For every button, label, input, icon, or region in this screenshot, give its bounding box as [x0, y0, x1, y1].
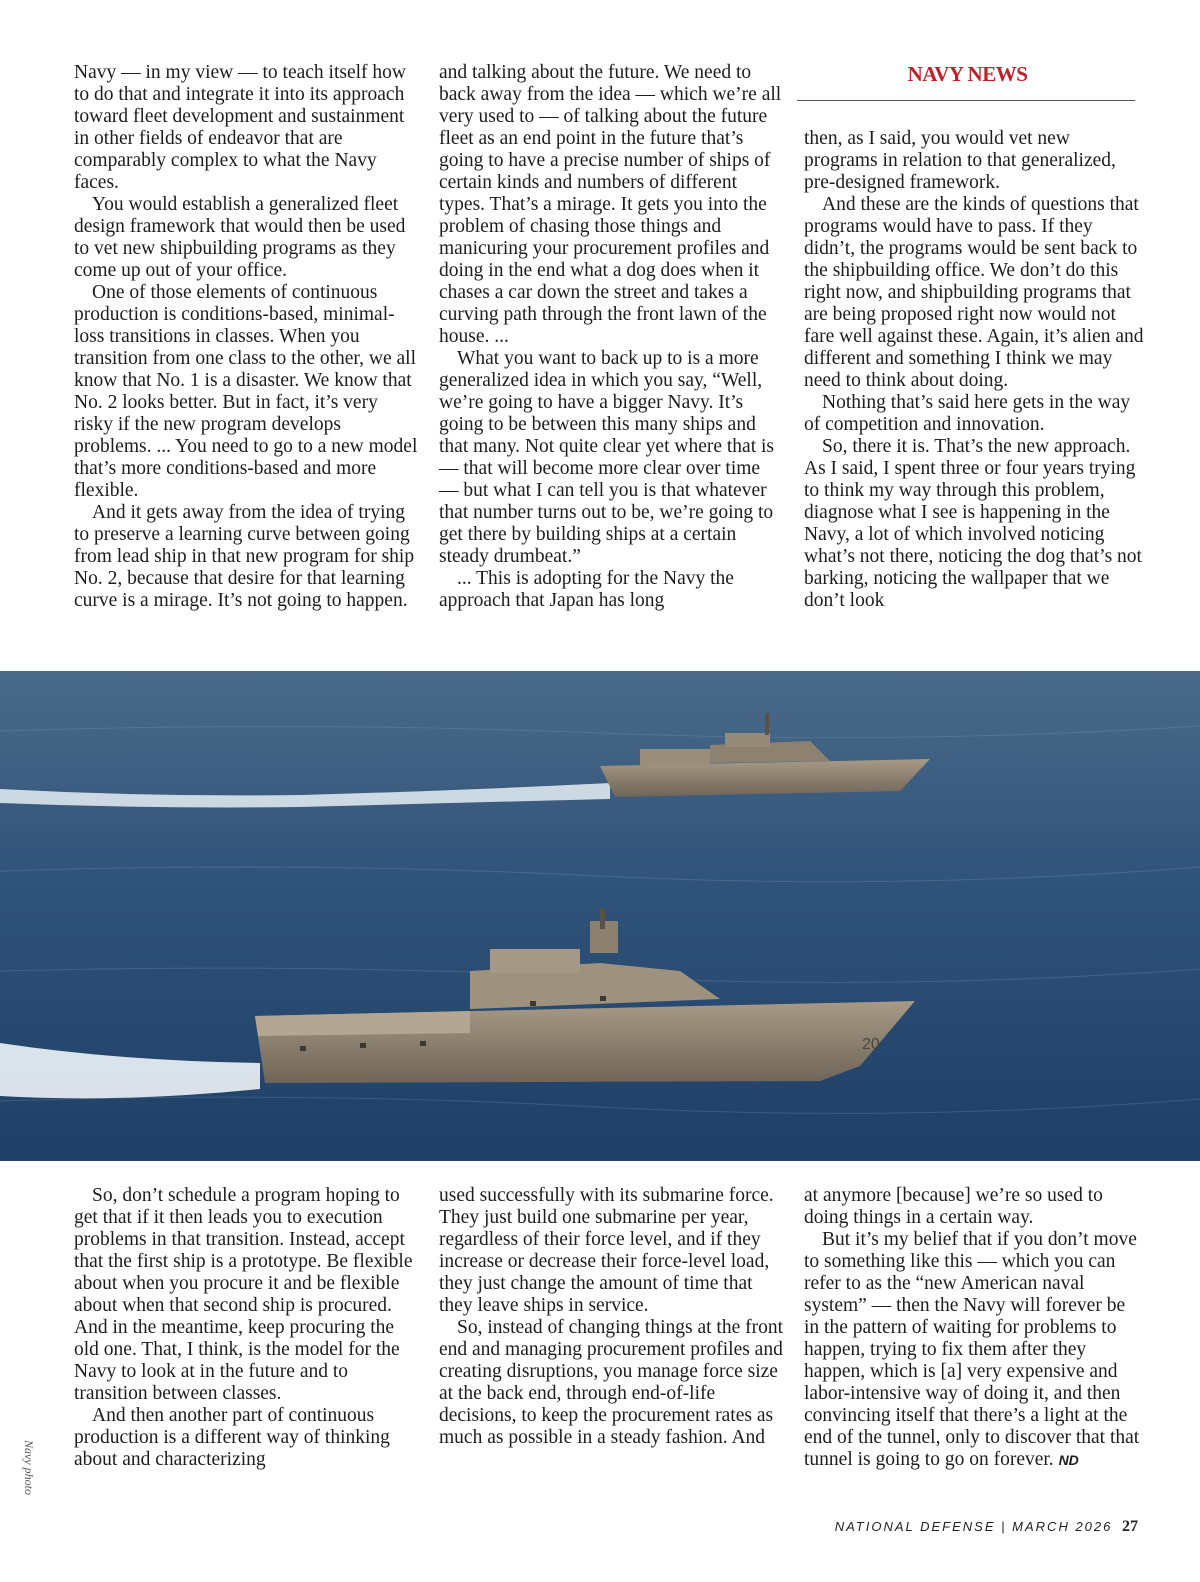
paragraph: You would establish a generalized fleet design framework that would then be used to vet new shipbuilding programs as they come up out of your office.: [74, 194, 406, 281]
paragraph: And these are the kinds of questions that programs would have to pass. If they didn’t, the programs would be sent back to the shipbuilding office. We don’t do this right now, and shipbuilding programs that are being proposed right now would not fare well against these. Again, it’s alien and different and something I think we may need to think about doing.: [804, 194, 1144, 391]
footer-separator: |: [1001, 1519, 1007, 1534]
hull-number: 20: [862, 1036, 880, 1053]
text-column-4: [74, 1185, 419, 1471]
paragraph: Nothing that’s said here gets in the way of competition and innovation.: [804, 392, 1131, 435]
end-mark: ND: [1058, 1452, 1079, 1468]
paragraph: One of those elements of continuous production is conditions-based, minimal-loss transitions in classes. When you transition from one class to the other, we all know that No. 1 is a disaster. We know that No. 2 looks better. But in fact, it’s very risky if the new program develops problems. ... You need to go to a new model that’s more conditions-based and more flexible.: [74, 282, 418, 501]
paragraph: and talking about the future. We need to back away from the idea — which we’re all very used to — of talking about the future fleet as an end point in the future that’s going to have a precise number of ships of certain kinds and numbers of different types. That’s a mirage. It gets you into the problem of chasing those things and manicuring your procurement profiles and doing in the end what a dog does when it chases a car down the street and takes a curving path through the front lawn of the house. ...: [439, 62, 782, 347]
section-header: NAVY NEWS: [907, 62, 1028, 86]
paragraph: used successfully with its submarine force. They just build one submarine per year, regardless of their force level, and if they increase or decrease their force-level load, they just change the amount of time that they leave ships in service.: [439, 1185, 774, 1316]
paragraph: [804, 1229, 1144, 1471]
paragraph-text: But it’s my belief that if you don’t move to something like this — which you can refer to as the “new American naval system” — then the Navy will forever be in the pattern of waiting for problems to happen, trying to fix them after they happen, which is [a] very expensive and labor-intensive way of doing it, and then convincing itself that there’s a light at the end of the tunnel, only to discover that that tunnel is going to go on forever.: [804, 1229, 1140, 1470]
paragraph: And then another part of continuous production is a different way of thinking about and characterizing: [74, 1405, 390, 1470]
publication-name: NATIONAL DEFENSE: [834, 1519, 996, 1534]
ships-photo: [0, 671, 1200, 1161]
paragraph: then, as I said, you would vet new programs in relation to that generalized, pre-designed framework.: [804, 128, 1116, 193]
text-column-6: [804, 1185, 1144, 1471]
paragraph: ... This is adopting for the Navy the approach that Japan has long: [439, 568, 734, 611]
paragraph: So, instead of changing things at the front end and managing procurement profiles and creating disruptions, you manage force size at the back end, through end-of-life decisions, to keep the procurement rates as much as possible in a steady fashion. And: [439, 1317, 784, 1448]
paragraph: And it gets away from the idea of trying to preserve a learning curve between going from lead ship in that new program for ship No. 2, because that desire for that learning curve is a mirage. It’s not going to happen.: [74, 502, 415, 611]
photo-credit: Navy photo: [22, 1440, 36, 1495]
issue-date: MARCH 2026: [1012, 1519, 1113, 1534]
paragraph: at anymore [because] we’re so used to doing things in a certain way.: [804, 1185, 1103, 1228]
paragraph: So, there it is. That’s the new approach. As I said, I spent three or four years trying to think my way through this problem, diagnose what I see is happening in the Navy, a lot of which involved noticing what’s not there, noticing the dog that’s not barking, noticing the wallpaper that we don’t look: [804, 436, 1142, 611]
paragraph: What you want to back up to is a more generalized idea in which you say, “Well, we’re going to have a bigger Navy. It’s going to be between this many ships and that many. Not quite clear yet where that is — that will become more clear over time — but what I can tell you is that whatever that number turns out to be, we’re going to get there by building ships at a certain steady drumbeat.”: [439, 348, 774, 567]
text-column-5: [439, 1185, 784, 1449]
page-number: 27: [1122, 1518, 1138, 1535]
text-column-2: [439, 62, 784, 612]
paragraph: Navy — in my view — to teach itself how to do that and integrate it into its approach toward fleet development and sustainment in other fields of endeavor that are comparably complex to what the Navy faces.: [74, 62, 406, 193]
text-column-3: [804, 128, 1144, 612]
text-column-1: [74, 62, 419, 612]
section-divider: [797, 100, 1135, 101]
paragraph: So, don’t schedule a program hoping to get that if it then leads you to execution problems in that transition. Instead, accept that the first ship is a prototype. Be flexible about when you procure it and be flexible about when that second ship is procured. And in the meantime, keep procuring the old one. That, I think, is the model for the Navy to look at in the future and to transition between classes.: [74, 1185, 413, 1404]
page-footer: [835, 1518, 1138, 1536]
